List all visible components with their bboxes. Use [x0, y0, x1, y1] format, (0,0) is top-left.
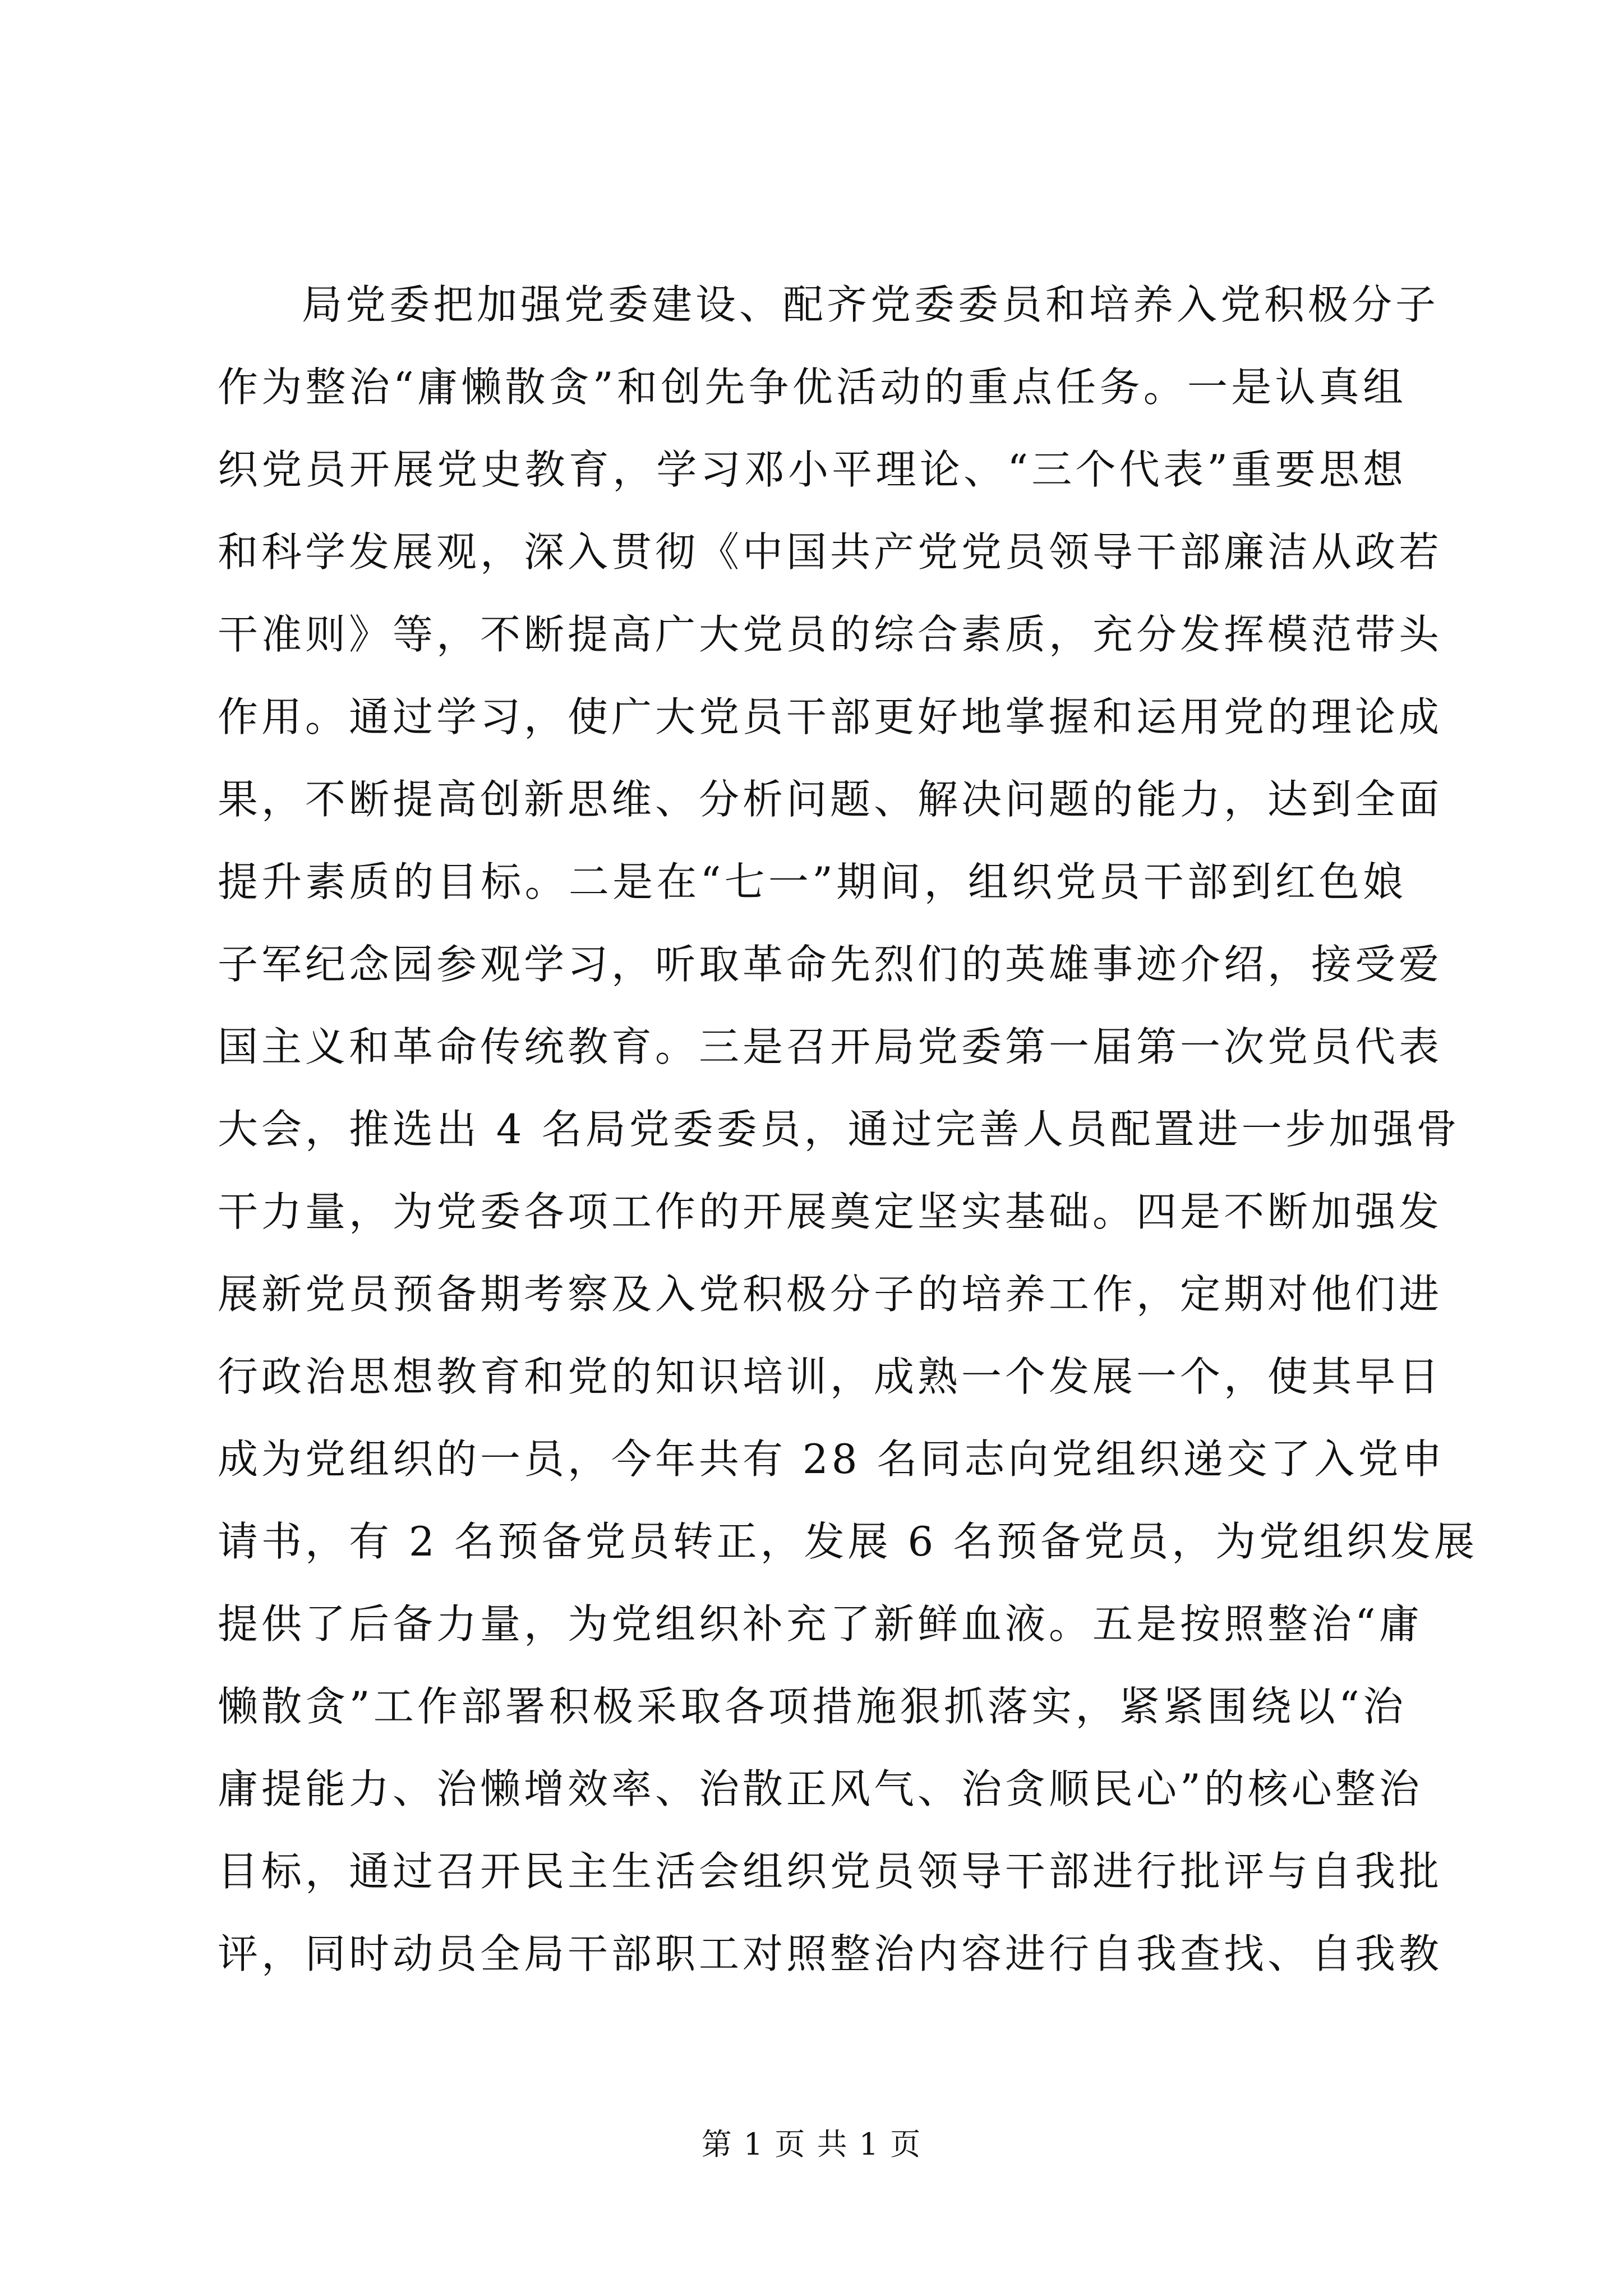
- text-line-2: 作为整治“庸懒散贪”和创先争优活动的重点任务。一是认真组: [218, 364, 1407, 411]
- text-line-18: 懒散贪”工作部署积极采取各项措施狠抓落实，紧紧围绕以“治: [218, 1683, 1407, 1730]
- text-line-9: 子军纪念园参观学习，听取革命先烈们的英雄事迹介绍，接受爱: [218, 941, 1443, 988]
- text-line-14: 行政治思想教育和党的知识培训，成熟一个发展一个，使其早日: [218, 1353, 1443, 1400]
- text-line-19: 庸提能力、治懒增效率、治散正风气、治贪顺民心”的核心整治: [218, 1765, 1423, 1812]
- body-paragraph: [218, 264, 1478, 1995]
- text-line-3: 织党员开展党史教育，学习邓小平理论、“三个代表”重要思想: [218, 446, 1407, 493]
- text-line-8: 提升素质的目标。二是在“七一”期间，组织党员干部到红色娘: [218, 858, 1407, 905]
- text-line-4: 和科学发展观，深入贯彻《中国共产党党员领导干部廉洁从政若: [218, 528, 1443, 576]
- text-line-20: 目标，通过召开民主生活会组织党员领导干部进行批评与自我批: [218, 1848, 1443, 1895]
- text-line-11: 大会，推选出 4 名局党委委员，通过完善人员配置进一步加强骨: [218, 1106, 1460, 1153]
- text-line-7: 果，不断提高创新思维、分析问题、解决问题的能力，达到全面: [218, 776, 1443, 823]
- text-line-5: 干准则》等，不断提高广大党员的综合素质，充分发挥模范带头: [218, 611, 1443, 658]
- text-line-21: 评，同时动员全局干部职工对照整治内容进行自我查找、自我教: [218, 1930, 1443, 1977]
- text-line-15: 成为党组织的一员，今年共有 28 名同志向党组织递交了入党申: [218, 1435, 1446, 1483]
- text-line-16: 请书，有 2 名预备党员转正，发展 6 名预备党员，为党组织发展: [218, 1518, 1478, 1565]
- page-number-label: 第 1 页 共 1 页: [701, 2127, 922, 2162]
- text-line-1: 局党委把加强党委建设、配齐党委委员和培养入党积极分子: [302, 281, 1440, 328]
- page-footer: [0, 2120, 1623, 2164]
- text-line-17: 提供了后备力量，为党组织补充了新鲜血液。五是按照整治“庸: [218, 1600, 1423, 1648]
- text-line-10: 国主义和革命传统教育。三是召开局党委第一届第一次党员代表: [218, 1023, 1443, 1070]
- text-line-12: 干力量，为党委各项工作的开展奠定坚实基础。四是不断加强发: [218, 1188, 1443, 1235]
- text-line-6: 作用。通过学习，使广大党员干部更好地掌握和运用党的理论成: [218, 693, 1443, 740]
- text-line-13: 展新党员预备期考察及入党积极分子的培养工作，定期对他们进: [218, 1271, 1443, 1318]
